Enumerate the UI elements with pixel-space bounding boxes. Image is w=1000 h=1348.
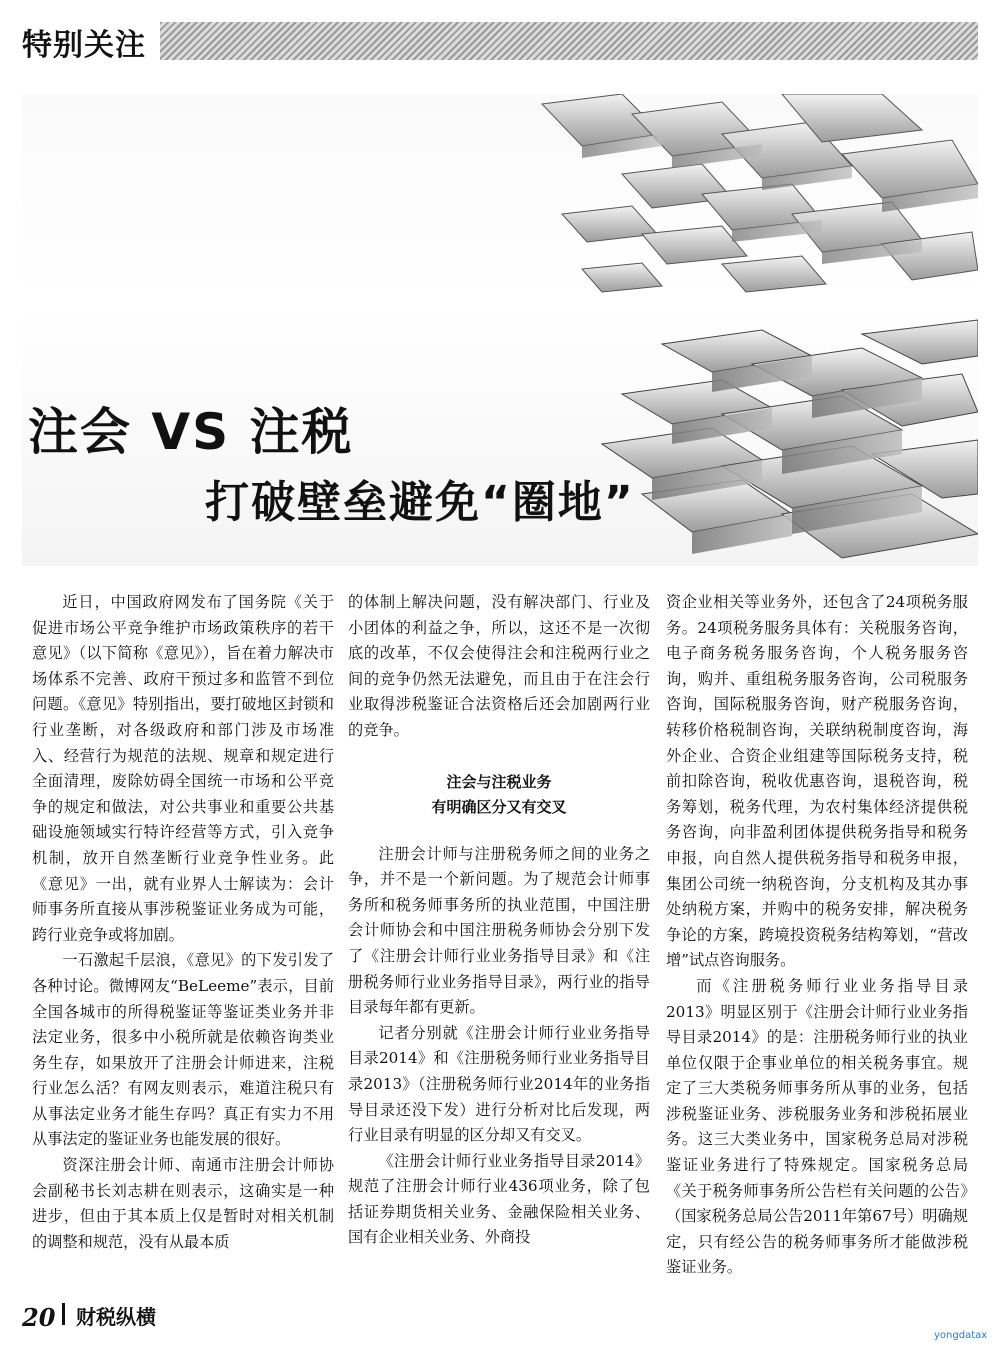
section-tag: 特别关注: [22, 28, 146, 63]
paragraph: 的体制上解决问题，没有解决部门、行业及小团体的利益之争，所以，这还不是一次彻底的改革，不仅会使得注会和注税两行业之间的竞争仍然无法避免，而且由于在注会行业取得涉税鉴证合法资格后还会加剧两行业的竞争。: [348, 593, 650, 739]
magazine-name: 财税纵横: [76, 1305, 156, 1329]
paragraph: 资深注册会计师、南通市注册会计师协会副秘书长刘志耕在则表示，这确实是一种进步，但由于其本质上仅是暂时对相关机制的调整和规范，没有从最本质: [32, 1156, 334, 1251]
paragraph: 注册会计师与注册税务师之间的业务之争，并不是一个新问题。为了规范会计师事务所和税务师事务所的执业范围，中国注册会计师协会和中国注册税务师协会分别下发了《注册会计师行业业务指导目录》和《注册税务师行业业务指导目录》，两行业的指导目录每年都有更新。: [348, 844, 650, 1017]
headline-line2: 打破壁垒避免“圈地”: [205, 477, 635, 528]
section-subheading: [348, 770, 650, 820]
paragraph: 《注册会计师行业业务指导目录2014》规范了注册会计师行业436项业务，除了包括证券期货相关业务、金融保险相关业务、国有企业相关业务、外商投: [348, 1151, 650, 1247]
paragraph: 近日，中国政府网发布了国务院《关于促进市场公平竞争维护市场政策秩序的若干意见》（以下简称《意见》），旨在着力解决市场体系不完善、政府干预过多和监管不到位问题。《意见》特别指出，要打破地区封锁和行业垄断，对各级政府和部门涉及市场准入、经营行为规范的法规、规章和规定进行全面清理，废除妨碍全国统一市场和公平竞争的规定和做法，对公共事业和重要公共基础设施领域实行特许经营等方式，引入竞争机制，放开自然垄断行业竞争性业务。此《意见》一出，就有业界人士解读为：会计师事务所直接从事涉税鉴证业务成为可能，跨行业竞争或将加剧。: [32, 593, 334, 944]
article-column-1: [32, 590, 334, 1255]
subheading-line2: 有明确区分又有交叉: [431, 797, 567, 816]
article-column-3: [666, 590, 968, 1281]
page-number: 20: [22, 1303, 56, 1332]
paragraph: 记者分别就《注册会计师行业业务指导目录2014》和《注册税务师行业业务指导目录2013》（注册税务师行业2014年的业务指导目录还没下发）进行分析对比后发现，两行业目录有明显的区分却又有交叉。: [348, 1023, 650, 1145]
header-stripe-bar: [160, 22, 978, 60]
headline-line1: 注会 VS 注税: [28, 403, 354, 461]
article-column-2: [348, 590, 650, 1251]
subheading-line1: 注会与注税业务: [446, 772, 552, 791]
paragraph: 而《注册税务师行业业务指导目录2013》明显区别于《注册会计师行业业务指导目录2014》的是：注册税务师行业的执业单位仅限于企事业单位的相关税务事宜。规定了三大类税务师事务所从事的业务，包括涉税鉴证业务、涉税服务业务和涉税拓展业务。这三大类业务中，国家税务总局对涉税鉴证业务进行了特殊规定。国家税务总局《关于税务师事务所公告栏有关问题的公告》（国家税务总局公告2011年第67号）明确规定，只有经公告的税务师事务所才能做涉税鉴证业务。: [666, 976, 968, 1277]
footer-divider: [62, 1303, 65, 1325]
paragraph: 一石激起千层浪，《意见》的下发引发了各种讨论。微博网友“BeLeeme”表示，目前全国各城市的所得税鉴证等鉴证类业务并非法定业务，很多中小税所就是依赖咨询类业务生存，如果放开了注册会计师进来，注税行业怎么活？有网友则表示，难道注税只有从事法定业务才能生存吗？真正有实力不用从事法定的鉴证业务也能发展的很好。: [32, 951, 334, 1149]
watermark: yongdatax: [934, 1330, 988, 1341]
paragraph: 资企业相关等业务外，还包含了24项税务服务。24项税务服务具体有：关税服务咨询，电子商务税务服务咨询，个人税务服务咨询，购并、重组税务服务咨询，公司税服务咨询，国际税服务咨询，财产税服务咨询，转移价格税制咨询，关联纳税制度咨询，海外企业、合资企业组建等国际税务支持，税前扣除咨询，税收优惠咨询，退税咨询，税务筹划，税务代理，为农村集体经济提供税务咨询，向非盈利团体提供税务指导和税务申报，向自然人提供税务指导和税务申报，集团公司统一纳税咨询，分支机构及其办事处纳税方案，并购中的税务安排，解决税务争论的方案，跨境投资税务结构筹划，“营改增”试点咨询服务。: [666, 593, 968, 970]
